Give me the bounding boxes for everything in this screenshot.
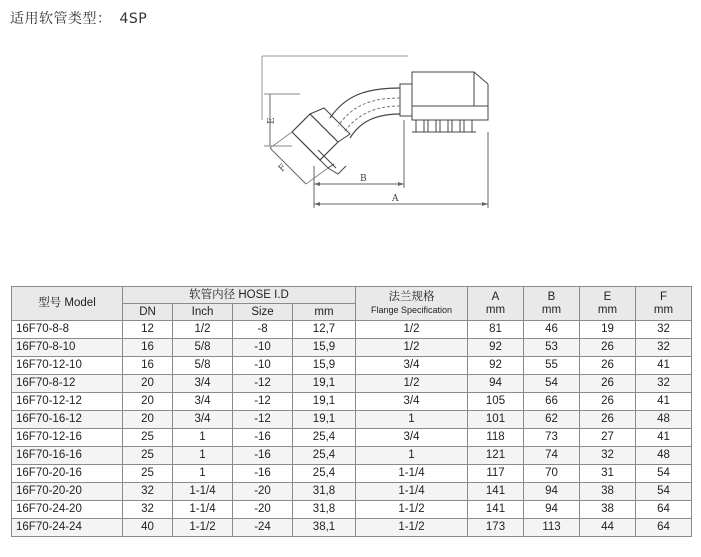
- cell-mm: 12,7: [293, 321, 356, 339]
- cell-dn: 32: [123, 501, 173, 519]
- header-mm: mm: [293, 304, 356, 321]
- cell-flange: 3/4: [356, 357, 468, 375]
- header-a-label: A: [491, 290, 500, 303]
- header-e-label: E: [603, 290, 612, 303]
- header-inch: Inch: [173, 304, 233, 321]
- table-row: [12, 321, 692, 339]
- header-a-unit: mm: [485, 303, 506, 316]
- cell-inch: 1-1/2: [173, 519, 233, 537]
- dimension-label-e: E: [267, 117, 277, 124]
- cell-size: -10: [233, 339, 293, 357]
- cell-a: 105: [468, 393, 524, 411]
- cell-f: 32: [636, 339, 692, 357]
- header-a: [468, 287, 524, 321]
- cell-size: -24: [233, 519, 293, 537]
- cell-a: 117: [468, 465, 524, 483]
- cell-mm: 38,1: [293, 519, 356, 537]
- cell-b: 54: [524, 375, 580, 393]
- cell-dn: 25: [123, 447, 173, 465]
- cell-model: 16F70-20-16: [12, 465, 123, 483]
- header-b: [524, 287, 580, 321]
- cell-inch: 3/4: [173, 411, 233, 429]
- cell-a: 92: [468, 339, 524, 357]
- table-row: [12, 519, 692, 537]
- cell-size: -12: [233, 393, 293, 411]
- cell-a: 118: [468, 429, 524, 447]
- header-flange-en: Flange Specification: [370, 304, 453, 315]
- cell-flange: 1/2: [356, 375, 468, 393]
- cell-f: 64: [636, 501, 692, 519]
- cell-dn: 20: [123, 393, 173, 411]
- cell-model: 16F70-16-12: [12, 411, 123, 429]
- header-e-unit: mm: [597, 303, 618, 316]
- cell-size: -12: [233, 375, 293, 393]
- cell-e: 26: [580, 339, 636, 357]
- cell-size: -8: [233, 321, 293, 339]
- cell-a: 121: [468, 447, 524, 465]
- cell-flange: 1: [356, 447, 468, 465]
- cell-size: -12: [233, 411, 293, 429]
- cell-f: 64: [636, 519, 692, 537]
- cell-inch: 3/4: [173, 393, 233, 411]
- header-flange-cn: 法兰规格: [388, 290, 435, 303]
- cell-inch: 1-1/4: [173, 483, 233, 501]
- cell-f: 48: [636, 411, 692, 429]
- specification-table: [11, 286, 692, 537]
- header-f: [636, 287, 692, 321]
- table-row: [12, 375, 692, 393]
- header-hose-id: 软管内径 HOSE I.D: [123, 287, 356, 304]
- cell-e: 26: [580, 411, 636, 429]
- cell-b: 74: [524, 447, 580, 465]
- header-e: [580, 287, 636, 321]
- cell-e: 26: [580, 375, 636, 393]
- cell-mm: 15,9: [293, 357, 356, 375]
- cell-mm: 31,8: [293, 501, 356, 519]
- cell-mm: 15,9: [293, 339, 356, 357]
- table-row: [12, 501, 692, 519]
- cell-b: 94: [524, 501, 580, 519]
- cell-mm: 25,4: [293, 465, 356, 483]
- cell-f: 54: [636, 483, 692, 501]
- cell-dn: 32: [123, 483, 173, 501]
- cell-flange: 1-1/2: [356, 501, 468, 519]
- cell-b: 53: [524, 339, 580, 357]
- header-b-label: B: [547, 290, 556, 303]
- cell-b: 113: [524, 519, 580, 537]
- dimension-label-a: A: [392, 194, 399, 204]
- cell-dn: 20: [123, 411, 173, 429]
- cell-a: 141: [468, 483, 524, 501]
- cell-model: 16F70-16-16: [12, 447, 123, 465]
- cell-model: 16F70-12-16: [12, 429, 123, 447]
- cell-dn: 20: [123, 375, 173, 393]
- cell-model: 16F70-12-12: [12, 393, 123, 411]
- cell-f: 32: [636, 375, 692, 393]
- cell-e: 32: [580, 447, 636, 465]
- cell-size: -20: [233, 501, 293, 519]
- cell-b: 73: [524, 429, 580, 447]
- table-row: [12, 339, 692, 357]
- cell-flange: 1-1/4: [356, 465, 468, 483]
- cell-size: -16: [233, 465, 293, 483]
- cell-f: 41: [636, 393, 692, 411]
- cell-model: 16F70-8-8: [12, 321, 123, 339]
- cell-b: 46: [524, 321, 580, 339]
- cell-inch: 1: [173, 447, 233, 465]
- cell-model: 16F70-24-20: [12, 501, 123, 519]
- cell-model: 16F70-24-24: [12, 519, 123, 537]
- cell-e: 31: [580, 465, 636, 483]
- cell-mm: 25,4: [293, 429, 356, 447]
- table-body: [12, 321, 692, 537]
- cell-a: 92: [468, 357, 524, 375]
- cell-b: 55: [524, 357, 580, 375]
- cell-b: 70: [524, 465, 580, 483]
- cell-dn: 25: [123, 429, 173, 447]
- cell-inch: 5/8: [173, 339, 233, 357]
- cell-mm: 31,8: [293, 483, 356, 501]
- cell-e: 19: [580, 321, 636, 339]
- cell-mm: 19,1: [293, 375, 356, 393]
- cell-model: 16F70-8-12: [12, 375, 123, 393]
- cell-flange: 1: [356, 411, 468, 429]
- cell-a: 141: [468, 501, 524, 519]
- cell-inch: 1-1/4: [173, 501, 233, 519]
- header-f-unit: mm: [653, 303, 674, 316]
- cell-f: 32: [636, 321, 692, 339]
- cell-b: 94: [524, 483, 580, 501]
- table-row: [12, 357, 692, 375]
- cell-flange: 3/4: [356, 429, 468, 447]
- dimension-label-f: F: [277, 162, 289, 175]
- header-size: Size: [233, 304, 293, 321]
- table-row: [12, 465, 692, 483]
- cell-size: -20: [233, 483, 293, 501]
- cell-dn: 25: [123, 465, 173, 483]
- hose-type-value: 4SP: [119, 11, 148, 27]
- header-dn: DN: [123, 304, 173, 321]
- cell-f: 41: [636, 429, 692, 447]
- cell-size: -16: [233, 447, 293, 465]
- cell-dn: 12: [123, 321, 173, 339]
- cell-dn: 16: [123, 357, 173, 375]
- cell-f: 48: [636, 447, 692, 465]
- cell-size: -16: [233, 429, 293, 447]
- header-flange: [356, 287, 468, 321]
- cell-inch: 1: [173, 429, 233, 447]
- cell-f: 41: [636, 357, 692, 375]
- cell-mm: 19,1: [293, 411, 356, 429]
- cell-flange: 1-1/4: [356, 483, 468, 501]
- hose-type-label: 适用软管类型：: [10, 11, 112, 27]
- fitting-technical-drawing: [240, 48, 510, 218]
- header-model: 型号 Model: [12, 287, 123, 321]
- table-header: [12, 287, 692, 321]
- cell-model: 16F70-12-10: [12, 357, 123, 375]
- cell-inch: 1/2: [173, 321, 233, 339]
- cell-dn: 40: [123, 519, 173, 537]
- cell-size: -10: [233, 357, 293, 375]
- table-row: [12, 447, 692, 465]
- cell-flange: 3/4: [356, 393, 468, 411]
- cell-inch: 1: [173, 465, 233, 483]
- cell-e: 38: [580, 483, 636, 501]
- cell-b: 66: [524, 393, 580, 411]
- cell-e: 44: [580, 519, 636, 537]
- cell-e: 27: [580, 429, 636, 447]
- dimension-label-b: B: [360, 174, 367, 184]
- cell-flange: 1/2: [356, 321, 468, 339]
- header-b-unit: mm: [541, 303, 562, 316]
- table-row: [12, 429, 692, 447]
- cell-a: 94: [468, 375, 524, 393]
- cell-e: 26: [580, 393, 636, 411]
- cell-inch: 3/4: [173, 375, 233, 393]
- table-row: [12, 393, 692, 411]
- cell-a: 101: [468, 411, 524, 429]
- cell-e: 26: [580, 357, 636, 375]
- cell-a: 173: [468, 519, 524, 537]
- cell-mm: 19,1: [293, 393, 356, 411]
- cell-b: 62: [524, 411, 580, 429]
- cell-inch: 5/8: [173, 357, 233, 375]
- cell-model: 16F70-8-10: [12, 339, 123, 357]
- table-row: [12, 411, 692, 429]
- cell-flange: 1-1/2: [356, 519, 468, 537]
- cell-mm: 25,4: [293, 447, 356, 465]
- header-f-label: F: [659, 290, 668, 303]
- cell-model: 16F70-20-20: [12, 483, 123, 501]
- cell-e: 38: [580, 501, 636, 519]
- cell-flange: 1/2: [356, 339, 468, 357]
- page-heading: [10, 8, 147, 28]
- cell-dn: 16: [123, 339, 173, 357]
- cell-a: 81: [468, 321, 524, 339]
- table-row: [12, 483, 692, 501]
- cell-f: 54: [636, 465, 692, 483]
